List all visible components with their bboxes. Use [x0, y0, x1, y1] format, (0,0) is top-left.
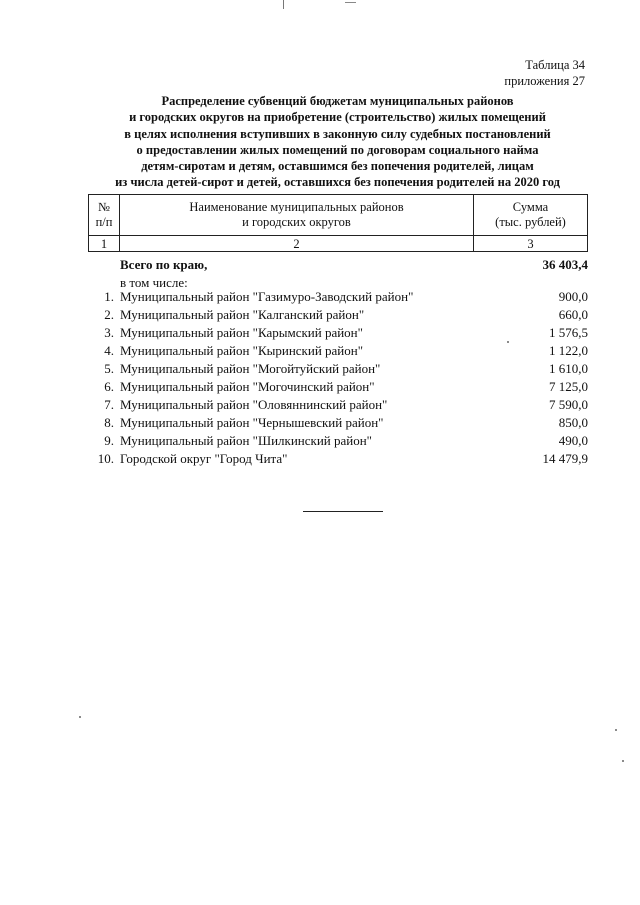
header-cell-name — [120, 195, 474, 236]
title-line: о предоставлении жилых помещений по договорам социального найма — [136, 142, 539, 157]
appendix-reference-line: приложения 27 — [504, 74, 585, 88]
row-number: 7. — [104, 397, 114, 412]
row-sum: 850,0 — [558, 415, 588, 430]
row-name: Муниципальный район "Могочинский район" — [120, 379, 375, 394]
table-row — [88, 378, 588, 396]
row-number: 2. — [104, 307, 114, 322]
table-row — [88, 288, 588, 306]
table-row — [88, 360, 588, 378]
header-text: Сумма — [512, 200, 549, 214]
scan-artifact — [283, 0, 284, 9]
header-cell-sum — [474, 195, 588, 236]
header-row — [89, 195, 588, 236]
table-row — [88, 414, 588, 432]
row-name: Муниципальный район "Кыринский район" — [120, 343, 364, 358]
table-header — [88, 194, 588, 252]
row-number: 4. — [104, 343, 114, 358]
row-sum: 900,0 — [558, 289, 588, 304]
document-title — [80, 93, 595, 191]
row-name: Муниципальный район "Карымский район" — [120, 325, 363, 340]
row-number: 3. — [104, 325, 114, 340]
total-value: 36 403,4 — [542, 257, 588, 272]
row-name: Муниципальный район "Газимуро-Заводский район" — [120, 289, 414, 304]
header-cell-number — [89, 195, 120, 236]
title-line: детям-сиротам и детям, оставшимся без попечения родителей, лицам — [141, 159, 534, 174]
row-name: Муниципальный район "Оловяннинский район" — [120, 397, 388, 412]
row-sum: 1 122,0 — [549, 343, 588, 358]
table-row — [88, 396, 588, 414]
row-sum: 7 590,0 — [549, 397, 588, 412]
row-number: 6. — [104, 379, 114, 394]
header-text: Наименование муниципальных районов — [189, 200, 404, 214]
row-sum: 14 479,9 — [542, 451, 588, 466]
row-number: 5. — [104, 361, 114, 376]
scan-speck — [79, 716, 81, 718]
title-line: из числа детей-сирот и детей, оставшихся без попечения родителей на 2020 год — [115, 175, 560, 190]
row-name: Муниципальный район "Шилкинский район" — [120, 433, 372, 448]
title-line: в целях исполнения вступивших в законную силу судебных постановлений — [124, 126, 551, 141]
table-reference — [504, 57, 585, 89]
row-number: 9. — [104, 433, 114, 448]
total-label: Всего по краю, — [120, 257, 208, 272]
header-text: (тыс. рублей) — [495, 215, 566, 229]
table-row — [88, 324, 588, 342]
header-text: и городских округов — [242, 215, 351, 229]
row-name: Муниципальный район "Калганский район" — [120, 307, 365, 322]
row-sum: 660,0 — [558, 307, 588, 322]
title-line: и городских округов на приобретение (строительство) жилых помещений — [129, 110, 546, 125]
table-row — [88, 306, 588, 324]
row-name: Городской округ "Город Чита" — [120, 451, 288, 466]
end-divider — [303, 511, 383, 512]
row-sum: 1 610,0 — [549, 361, 588, 376]
column-number: 2 — [120, 236, 474, 252]
row-sum: 7 125,0 — [549, 379, 588, 394]
header-text: п/п — [95, 215, 113, 229]
row-name: Муниципальный район "Могойтуйский район" — [120, 361, 381, 376]
scan-speck — [615, 729, 617, 731]
row-number: 1. — [104, 289, 114, 304]
row-number: 8. — [104, 415, 114, 430]
title-line: Распределение субвенций бюджетам муниципальных районов — [161, 94, 514, 108]
table-reference-line: Таблица 34 — [525, 58, 585, 72]
row-sum: 1 576,5 — [549, 325, 588, 340]
column-number: 1 — [89, 236, 120, 252]
subtotal-label: в том числе: — [120, 275, 188, 290]
column-number: 3 — [474, 236, 588, 252]
header-text: № — [98, 200, 110, 214]
table-row — [88, 342, 588, 360]
row-name: Муниципальный район "Чернышевский район" — [120, 415, 384, 430]
column-number-row — [89, 236, 588, 252]
row-sum: 490,0 — [558, 433, 588, 448]
scan-speck — [507, 341, 509, 343]
table-row — [88, 432, 588, 450]
table-row — [88, 450, 588, 468]
row-number: 10. — [97, 451, 114, 466]
scan-artifact — [345, 2, 356, 3]
scan-speck — [622, 760, 624, 762]
